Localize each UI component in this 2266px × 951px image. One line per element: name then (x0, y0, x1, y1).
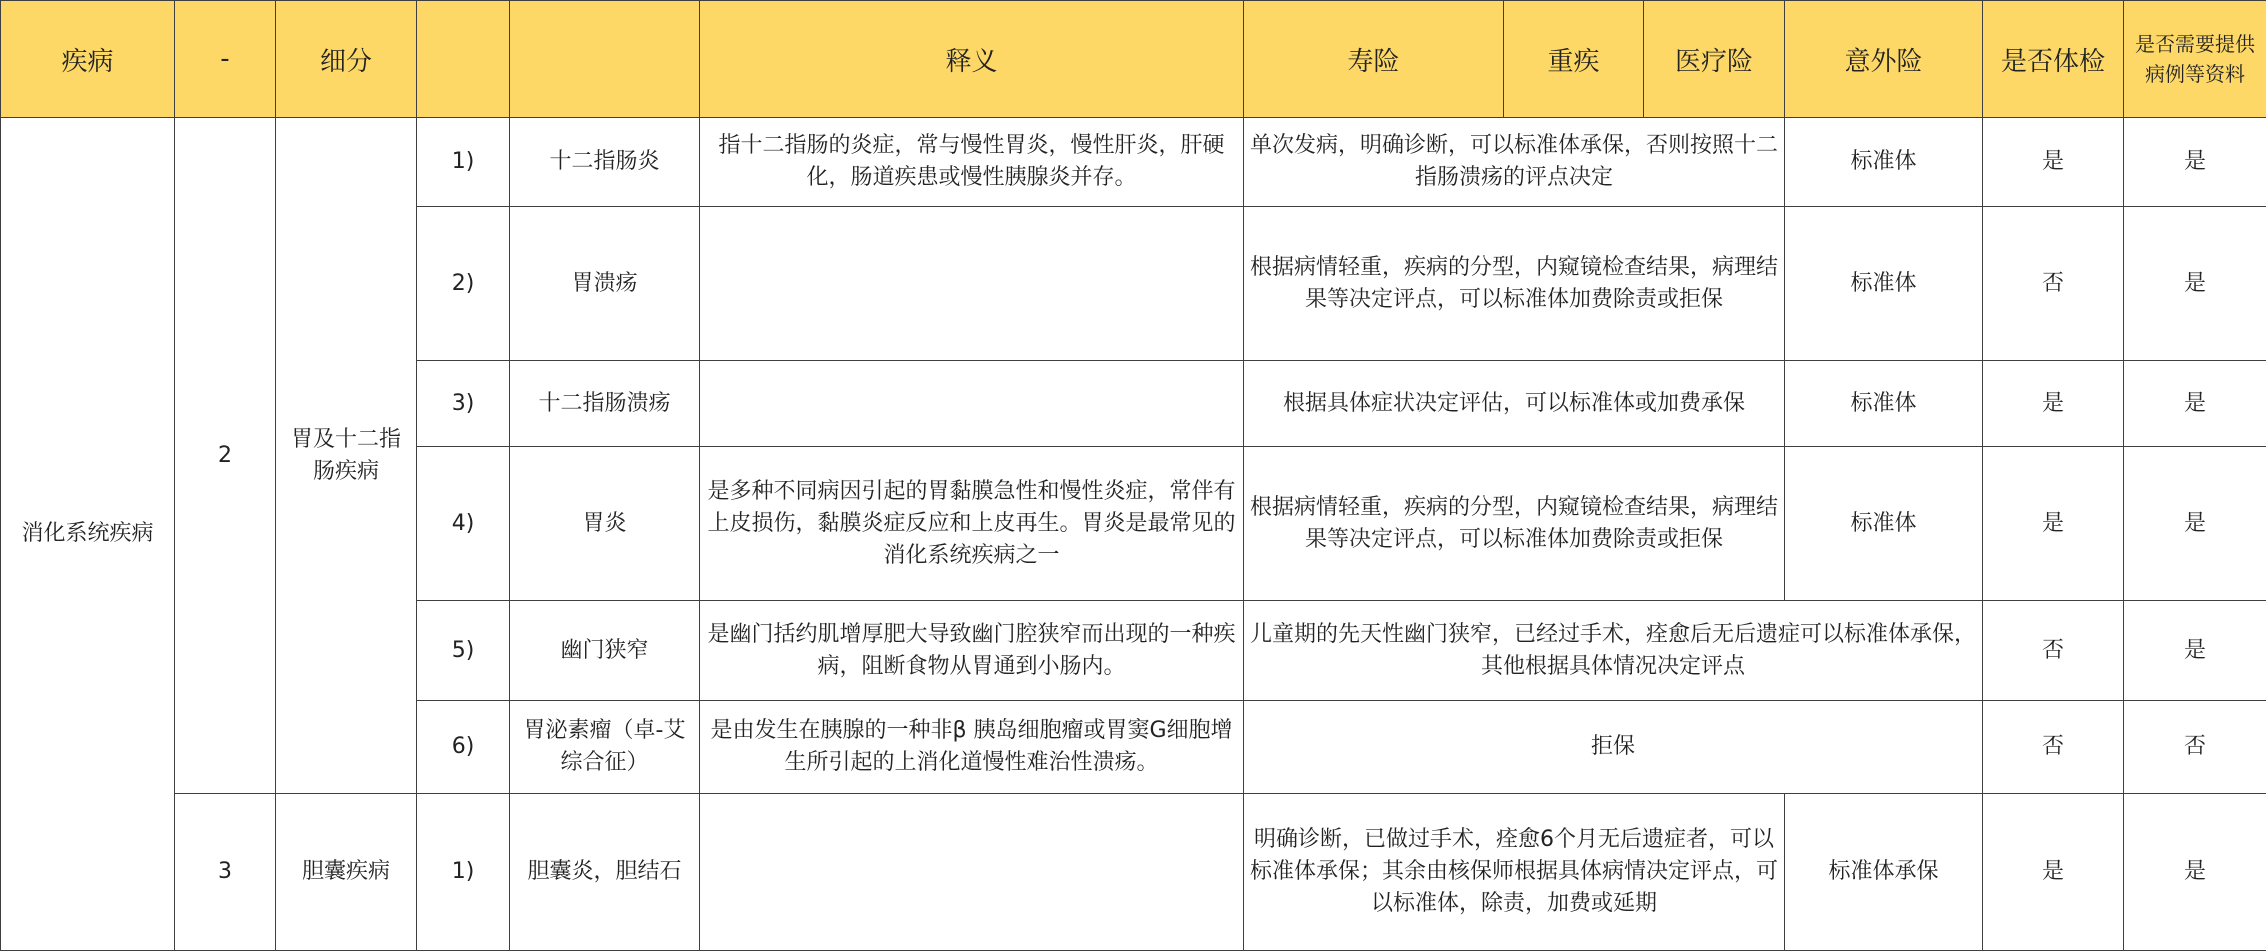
row-records-required: 是 (2124, 207, 2266, 361)
row-definition (700, 361, 1244, 447)
row-definition: 指十二指肠的炎症，常与慢性胃炎，慢性肝炎，肝硬化，肠道疾患或慢性胰腺炎并存。 (700, 118, 1244, 207)
row-definition (700, 207, 1244, 361)
row-records-required: 是 (2124, 601, 2266, 701)
header-records-required: 是否需要提供病例等资料 (2124, 1, 2266, 118)
row-disease-name: 十二指肠溃疡 (510, 361, 700, 447)
row-accident: 标准体 (1785, 361, 1983, 447)
row-physical-exam: 是 (1983, 794, 2124, 951)
row-physical-exam: 是 (1983, 361, 2124, 447)
header-subcategory: 细分 (276, 1, 417, 118)
row-records-required: 否 (2124, 701, 2266, 794)
row-disease-name: 十二指肠炎 (510, 118, 700, 207)
row-disease-name: 幽门狭窄 (510, 601, 700, 701)
table-row (1, 794, 2266, 951)
row-physical-exam: 是 (1983, 118, 2124, 207)
row-assessment: 根据病情轻重，疾病的分型，内窥镜检查结果，病理结果等决定评点，可以标准体加费除责或拒保 (1244, 447, 1785, 601)
header-life-insurance: 寿险 (1244, 1, 1504, 118)
table-row (1, 118, 2266, 207)
row-disease-name: 胃炎 (510, 447, 700, 601)
row-disease-name: 胆囊炎，胆结石 (510, 794, 700, 951)
header-blank-2 (510, 1, 700, 118)
row-accident: 标准体 (1785, 207, 1983, 361)
header-row (1, 1, 2266, 118)
header-definition: 释义 (700, 1, 1244, 118)
header-medical-insurance: 医疗险 (1644, 1, 1785, 118)
group-number: 3 (175, 794, 276, 951)
row-physical-exam: 否 (1983, 701, 2124, 794)
row-definition: 是幽门括约肌增厚肥大导致幽门腔狭窄而出现的一种疾病，阻断食物从胃通到小肠内。 (700, 601, 1244, 701)
header-critical-illness: 重疾 (1504, 1, 1644, 118)
row-index: 6) (417, 701, 510, 794)
row-assessment: 拒保 (1244, 701, 1983, 794)
row-physical-exam: 否 (1983, 601, 2124, 701)
row-index: 2) (417, 207, 510, 361)
row-assessment: 根据病情轻重，疾病的分型，内窥镜检查结果，病理结果等决定评点，可以标准体加费除责或拒保 (1244, 207, 1785, 361)
header-disease: 疾病 (1, 1, 175, 118)
row-index: 3) (417, 361, 510, 447)
row-accident: 标准体承保 (1785, 794, 1983, 951)
row-assessment: 单次发病，明确诊断，可以标准体承保，否则按照十二指肠溃疡的评点决定 (1244, 118, 1785, 207)
row-physical-exam: 是 (1983, 447, 2124, 601)
header-dash: - (175, 1, 276, 118)
row-index: 4) (417, 447, 510, 601)
group-number: 2 (175, 118, 276, 794)
row-records-required: 是 (2124, 361, 2266, 447)
row-records-required: 是 (2124, 794, 2266, 951)
row-index: 1) (417, 794, 510, 951)
group-name: 胆囊疾病 (276, 794, 417, 951)
row-physical-exam: 否 (1983, 207, 2124, 361)
row-definition (700, 794, 1244, 951)
row-definition: 是多种不同病因引起的胃黏膜急性和慢性炎症，常伴有上皮损伤，黏膜炎症反应和上皮再生。胃炎是最常见的消化系统疾病之一 (700, 447, 1244, 601)
header-blank-1 (417, 1, 510, 118)
row-records-required: 是 (2124, 447, 2266, 601)
row-records-required: 是 (2124, 118, 2266, 207)
category-cell: 消化系统疾病 (1, 118, 175, 951)
row-assessment: 儿童期的先天性幽门狭窄，已经过手术，痊愈后无后遗症可以标准体承保，其他根据具体情况决定评点 (1244, 601, 1983, 701)
row-assessment: 明确诊断，已做过手术，痊愈6个月无后遗症者，可以标准体承保；其余由核保师根据具体病情决定评点，可以标准体，除责，加费或延期 (1244, 794, 1785, 951)
header-physical-exam: 是否体检 (1983, 1, 2124, 118)
header-accident-insurance: 意外险 (1785, 1, 1983, 118)
group-name: 胃及十二指肠疾病 (276, 118, 417, 794)
row-accident: 标准体 (1785, 447, 1983, 601)
row-index: 5) (417, 601, 510, 701)
row-definition: 是由发生在胰腺的一种非β 胰岛细胞瘤或胃窦G细胞增生所引起的上消化道慢性难治性溃疡。 (700, 701, 1244, 794)
row-index: 1) (417, 118, 510, 207)
row-accident: 标准体 (1785, 118, 1983, 207)
row-disease-name: 胃泌素瘤（卓-艾综合征） (510, 701, 700, 794)
row-disease-name: 胃溃疡 (510, 207, 700, 361)
row-assessment: 根据具体症状决定评估，可以标准体或加费承保 (1244, 361, 1785, 447)
